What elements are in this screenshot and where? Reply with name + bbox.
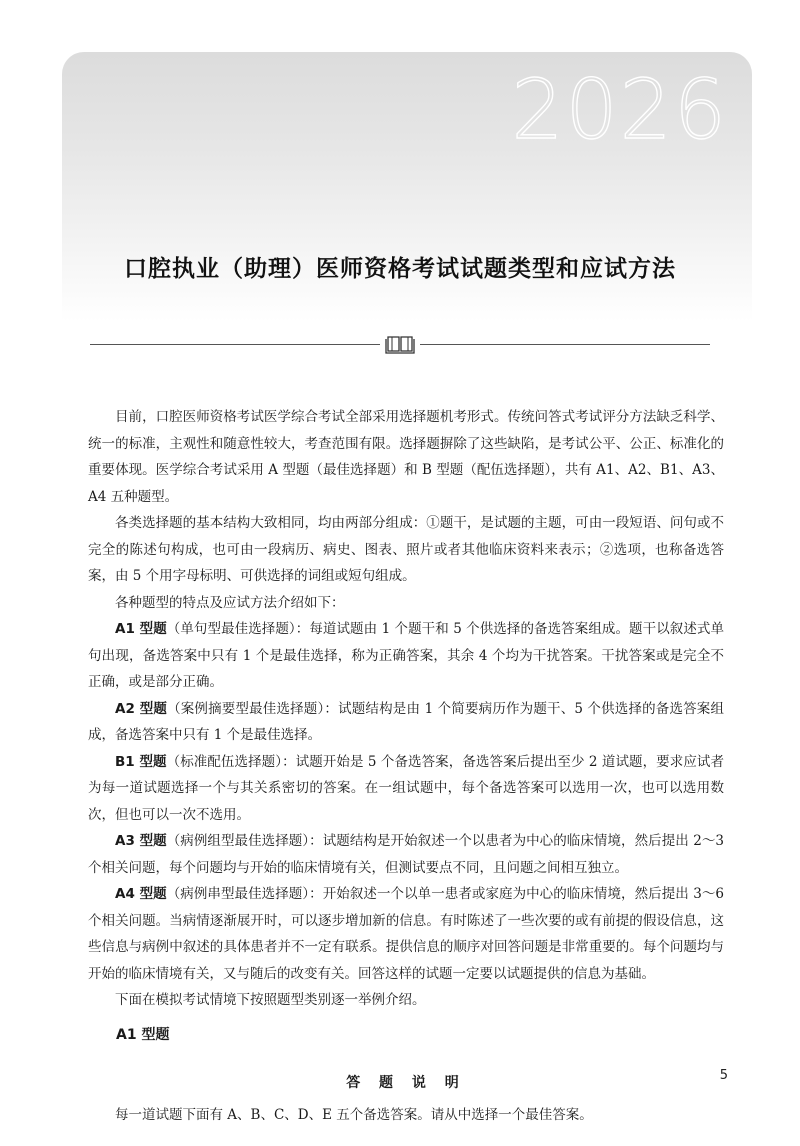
divider-line-right	[420, 344, 710, 345]
open-book-icon	[380, 333, 420, 355]
divider-line-left	[90, 344, 380, 345]
paragraph	[88, 828, 724, 881]
question-type-label: B1 型题	[115, 753, 167, 770]
paragraph	[88, 987, 724, 1014]
page-number: 5	[719, 1068, 728, 1083]
question-type-label: A4 型题	[115, 886, 167, 902]
paragraph-text: （单句型最佳选择题）：每道试题由 1 个题干和 5 个供选择的备选答案组成。题干以叙述式单句出现，备选答案中只有 1 个是最佳选择，称为正确答案，其余 4 个均为干扰答案。干扰答案或是完全不正确，或是部分正确。	[88, 621, 724, 690]
body-text	[88, 404, 724, 1128]
question-type-label: A2 型题	[115, 700, 168, 717]
paragraph-list	[88, 404, 724, 1014]
paragraph	[88, 590, 724, 617]
title-divider	[90, 333, 710, 355]
paragraph	[88, 881, 724, 987]
paragraph-text: 下面在模拟考试情境下按照题型类别逐一举例介绍。	[115, 992, 426, 1008]
paragraph	[88, 404, 724, 510]
paragraph-text: （病例组型最佳选择题）：试题结构是开始叙述一个以患者为中心的临床情境，然后提出 2～3 个相关问题，每个问题均与开始的临床情境有关，但测试要点不同，且问题之间相互独立。	[88, 833, 725, 876]
year-watermark: 2026	[511, 63, 728, 158]
paragraph-text: （标准配伍选择题）：试题开始是 5 个备选答案，备选答案后提出至少 2 道试题，要求应试者为每一道试题选择一个与其关系密切的答案。在一组试题中，每个备选答案可以选用一次，也可以选用数次，但也可以一次不选用。	[88, 753, 724, 823]
paragraph	[88, 749, 724, 829]
question-type-label: A1 型题	[115, 621, 167, 637]
page-title: 口腔执业（助理）医师资格考试试题类型和应试方法	[124, 256, 676, 282]
answer-instructions-text: 每一道试题下面有 A、B、C、D、E 五个备选答案。请从中选择一个最佳答案。	[115, 1106, 593, 1123]
paragraph-text: 各种题型的特点及应试方法介绍如下：	[115, 594, 345, 611]
paragraph	[88, 616, 724, 696]
paragraph-text: （案例摘要型最佳选择题）：试题结构是由 1 个简要病历作为题干、5 个供选择的备选答案组成，备选答案中只有 1 个是最佳选择。	[88, 700, 724, 743]
paragraph	[88, 510, 724, 590]
section-heading: A1 型题	[116, 1026, 170, 1043]
paragraph-text: 各类选择题的基本结构大致相同，均由两部分组成：①题干，是试题的主题，可由一段短语、问句或不完全的陈述句构成，也可由一段病历、病史、图表、照片或者其他临床资料来表示；②选项，也称备选答案，由 5 个用字母标明、可供选择的词组或短句组成。	[88, 515, 724, 584]
answer-instructions-title: 答 题 说 明	[346, 1074, 466, 1091]
question-type-label: A3 型题	[115, 833, 167, 849]
paragraph-text: （病例串型最佳选择题）：开始叙述一个以单一患者或家庭为中心的临床情境，然后提出 3～6 个相关问题。当病情逐渐展开时，可以逐步增加新的信息。有时陈述了一些次要的或有前提的假设信息，这些信息与病例中叙述的具体患者并不一定有联系。提供信息的顺序对回答问题是非常重要的。每个问题均与开始的临床情境有关，又与随后的改变有关。回答这样的试题一定要以试题提供的信息为基础。	[88, 886, 725, 982]
paragraph-text: 目前，口腔医师资格考试医学综合考试全部采用选择题机考形式。传统问答式考试评分方法缺乏科学、统一的标准，主观性和随意性较大，考查范围有限。选择题摒除了这些缺陷，是考试公平、公正、标准化的重要体现。医学综合考试采用 A 型题（最佳选择题）和 B 型题（配伍选择题），共有 A1、A2、B1、A3、A4 五种题型。	[88, 409, 724, 505]
paragraph	[88, 696, 724, 749]
